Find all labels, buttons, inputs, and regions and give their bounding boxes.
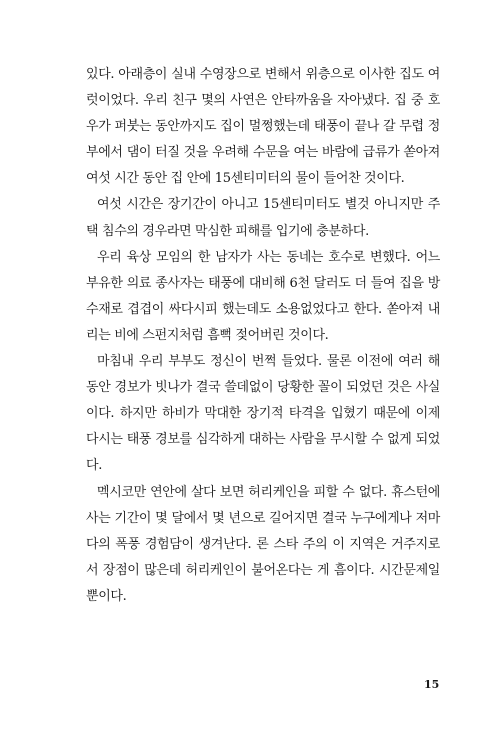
paragraph-3: 우리 육상 모임의 한 남자가 사는 동네는 호수로 변했다. 어느 부유한 의료 종사자는 태풍에 대비해 6천 달러도 더 들여 집을 방수재로 겹겹이 싸다시피 했는데도 소용없었다고 한다. 쏟아져 내리는 비에 스펀지처럼 흠뻑 젖어버린 것이다.: [86, 249, 440, 343]
body-text: [86, 62, 440, 610]
paragraph-1: 있다. 아래층이 실내 수영장으로 변해서 위층으로 이사한 집도 여럿이었다. 우리 친구 몇의 사연은 안타까움을 자아냈다. 집 중 호우가 퍼붓는 동안까지도 집이 멀쩡했는데 태풍이 끝나 갈 무렵 정부에서 댐이 터질 것을 우려해 수문을 여는 바람에 급류가 쏟아져 여섯 시간 동안 집 안에 15센티미터의 물이 들어찬 것이다.: [86, 67, 440, 187]
page-number: 15: [424, 678, 440, 691]
paragraph-5: 멕시코만 연안에 살다 보면 허리케인을 피할 수 없다. 휴스턴에 사는 기간이 몇 달에서 몇 년으로 길어지면 결국 누구에게나 저마다의 폭풍 경험담이 생겨난다. 론 스타 주의 이 지역은 거주지로서 장점이 많은데 허리케인이 불어온다는 게 흠이다. 시간문제일 뿐이다.: [86, 484, 440, 604]
paragraph-4: 마침내 우리 부부도 정신이 번쩍 들었다. 물론 이전에 여러 해 동안 경보가 빗나가 결국 쓸데없이 당황한 꼴이 되었던 것은 사실이다. 하지만 하비가 막대한 장기적 타격을 입혔기 때문에 이제 다시는 태풍 경보를 심각하게 대하는 사람을 무시할 수 없게 되었다.: [86, 354, 440, 474]
paragraph-2: 여섯 시간은 장기간이 아니고 15센티미터도 별것 아니지만 주택 침수의 경우라면 막심한 피해를 입기에 충분하다.: [86, 197, 440, 239]
